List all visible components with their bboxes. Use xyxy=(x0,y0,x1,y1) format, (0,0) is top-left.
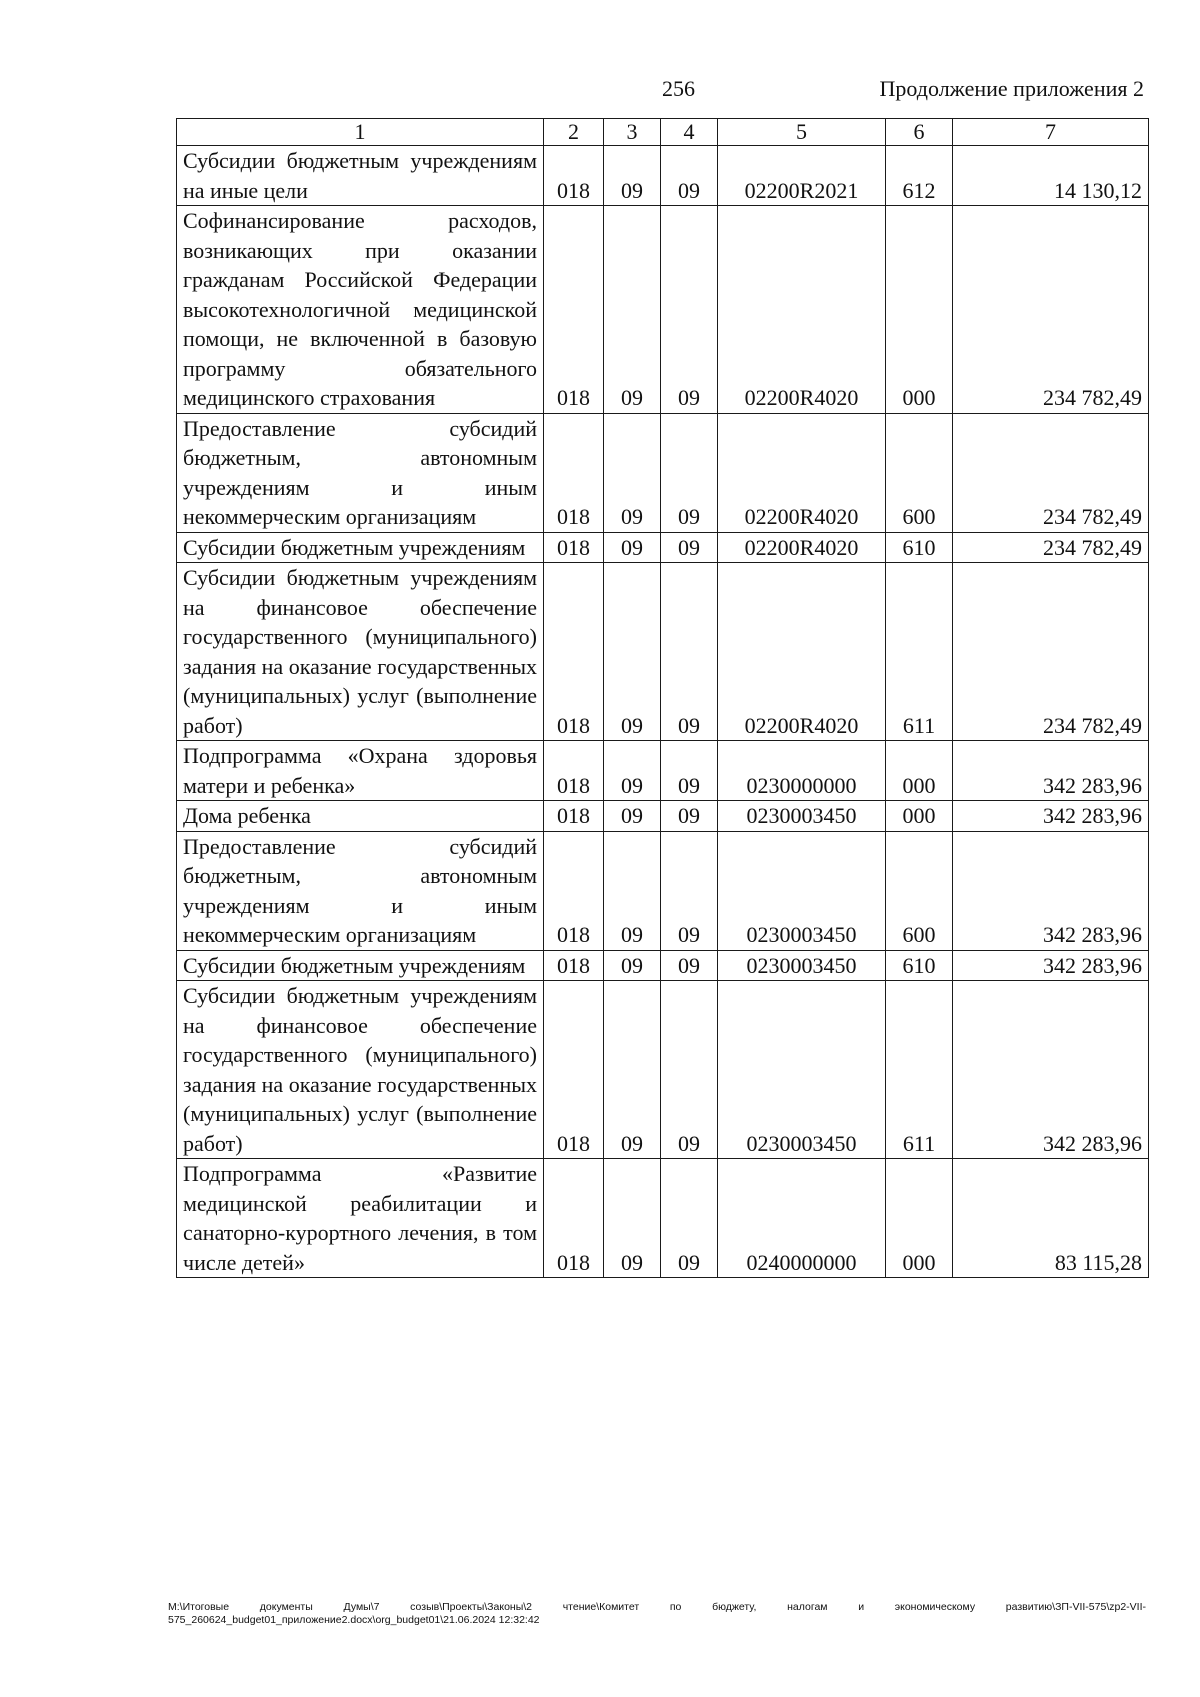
table-row xyxy=(177,532,1149,563)
table-row xyxy=(177,950,1149,981)
cell-code: 611 xyxy=(886,981,953,1159)
cell-code: 02200R4020 xyxy=(718,532,886,563)
cell-code: 000 xyxy=(886,1159,953,1278)
cell-code: 02200R4020 xyxy=(718,413,886,532)
table-row xyxy=(177,206,1149,414)
cell-code: 018 xyxy=(544,801,604,832)
cell-code: 09 xyxy=(661,563,718,741)
cell-code: 09 xyxy=(604,801,661,832)
cell-amount: 234 782,49 xyxy=(953,563,1149,741)
cell-code: 09 xyxy=(661,950,718,981)
cell-name: Субсидии бюджетным учреждениям на иные цели xyxy=(177,146,544,206)
cell-code: 018 xyxy=(544,981,604,1159)
column-header: 4 xyxy=(661,119,718,146)
column-header: 1 xyxy=(177,119,544,146)
table-row xyxy=(177,741,1149,801)
table-row xyxy=(177,981,1149,1159)
continuation-label: Продолжение приложения 2 xyxy=(879,76,1144,101)
page-number: 256 xyxy=(662,76,695,101)
column-header: 5 xyxy=(718,119,886,146)
cell-code: 09 xyxy=(604,741,661,801)
cell-code: 09 xyxy=(604,413,661,532)
cell-amount: 234 782,49 xyxy=(953,413,1149,532)
cell-amount: 342 283,96 xyxy=(953,741,1149,801)
cell-code: 018 xyxy=(544,146,604,206)
cell-code: 018 xyxy=(544,563,604,741)
cell-name: Предоставление субсидий бюджетным, автономным учреждениям и иным некоммерческим организациям xyxy=(177,831,544,950)
cell-code: 09 xyxy=(604,1159,661,1278)
cell-code: 09 xyxy=(604,831,661,950)
table-row xyxy=(177,1159,1149,1278)
cell-code: 018 xyxy=(544,950,604,981)
column-header: 2 xyxy=(544,119,604,146)
cell-code: 000 xyxy=(886,741,953,801)
cell-code: 018 xyxy=(544,532,604,563)
cell-name: Субсидии бюджетным учреждениям на финансовое обеспечение государственного (муниципального) задания на оказание государственных (муниципальных) услуг (выполнение работ) xyxy=(177,981,544,1159)
cell-code: 000 xyxy=(886,206,953,414)
cell-code: 0240000000 xyxy=(718,1159,886,1278)
cell-name: Подпрограмма «Развитие медицинской реабилитации и санаторно-курортного лечения, в том числе детей» xyxy=(177,1159,544,1278)
cell-amount: 234 782,49 xyxy=(953,206,1149,414)
cell-code: 09 xyxy=(604,981,661,1159)
table-row xyxy=(177,831,1149,950)
cell-code: 018 xyxy=(544,831,604,950)
column-header: 7 xyxy=(953,119,1149,146)
cell-code: 600 xyxy=(886,413,953,532)
table-row xyxy=(177,563,1149,741)
cell-code: 09 xyxy=(661,413,718,532)
budget-table xyxy=(176,118,1149,1278)
column-header: 6 xyxy=(886,119,953,146)
cell-code: 09 xyxy=(604,146,661,206)
header-row xyxy=(177,119,1149,146)
cell-amount: 234 782,49 xyxy=(953,532,1149,563)
cell-code: 09 xyxy=(661,981,718,1159)
cell-code: 09 xyxy=(661,1159,718,1278)
cell-code: 09 xyxy=(661,206,718,414)
cell-code: 09 xyxy=(604,563,661,741)
cell-amount: 83 115,28 xyxy=(953,1159,1149,1278)
cell-code: 0230000000 xyxy=(718,741,886,801)
cell-name: Дома ребенка xyxy=(177,801,544,832)
cell-code: 09 xyxy=(661,801,718,832)
cell-code: 610 xyxy=(886,532,953,563)
cell-name: Предоставление субсидий бюджетным, автономным учреждениям и иным некоммерческим организациям xyxy=(177,413,544,532)
cell-code: 611 xyxy=(886,563,953,741)
cell-code: 09 xyxy=(661,532,718,563)
cell-name: Субсидии бюджетным учреждениям xyxy=(177,532,544,563)
table-row xyxy=(177,146,1149,206)
cell-amount: 342 283,96 xyxy=(953,950,1149,981)
cell-code: 610 xyxy=(886,950,953,981)
cell-code: 09 xyxy=(604,206,661,414)
column-header: 3 xyxy=(604,119,661,146)
cell-code: 018 xyxy=(544,741,604,801)
cell-code: 612 xyxy=(886,146,953,206)
cell-code: 0230003450 xyxy=(718,950,886,981)
file-path-footer: M:\Итоговые документы Думы\7 созыв\Проекты\Законы\2 чтение\Комитет по бюджету, налогам и экономическому развитию\ЗП-VII-575\zp2-VII-575_260624_budget01_приложение2.docx\org_budget01\21.06.2024 12:32:42 xyxy=(168,1601,1146,1626)
cell-code: 02200R2021 xyxy=(718,146,886,206)
cell-code: 0230003450 xyxy=(718,831,886,950)
cell-code: 09 xyxy=(661,146,718,206)
cell-code: 09 xyxy=(604,532,661,563)
cell-code: 09 xyxy=(604,950,661,981)
table-row xyxy=(177,801,1149,832)
cell-code: 000 xyxy=(886,801,953,832)
cell-code: 02200R4020 xyxy=(718,563,886,741)
cell-name: Субсидии бюджетным учреждениям xyxy=(177,950,544,981)
cell-code: 09 xyxy=(661,741,718,801)
cell-code: 0230003450 xyxy=(718,801,886,832)
cell-name: Подпрограмма «Охрана здоровья матери и ребенка» xyxy=(177,741,544,801)
cell-amount: 342 283,96 xyxy=(953,981,1149,1159)
cell-code: 0230003450 xyxy=(718,981,886,1159)
cell-code: 018 xyxy=(544,206,604,414)
cell-code: 02200R4020 xyxy=(718,206,886,414)
cell-code: 600 xyxy=(886,831,953,950)
cell-code: 018 xyxy=(544,1159,604,1278)
table-row xyxy=(177,413,1149,532)
cell-amount: 14 130,12 xyxy=(953,146,1149,206)
cell-amount: 342 283,96 xyxy=(953,801,1149,832)
cell-name: Субсидии бюджетным учреждениям на финансовое обеспечение государственного (муниципального) задания на оказание государственных (муниципальных) услуг (выполнение работ) xyxy=(177,563,544,741)
cell-amount: 342 283,96 xyxy=(953,831,1149,950)
cell-name: Софинансирование расходов, возникающих при оказании гражданам Российской Федерации высокотехнологичной медицинской помощи, не включенной в базовую программу обязательного медицинского страхования xyxy=(177,206,544,414)
cell-code: 09 xyxy=(661,831,718,950)
cell-code: 018 xyxy=(544,413,604,532)
